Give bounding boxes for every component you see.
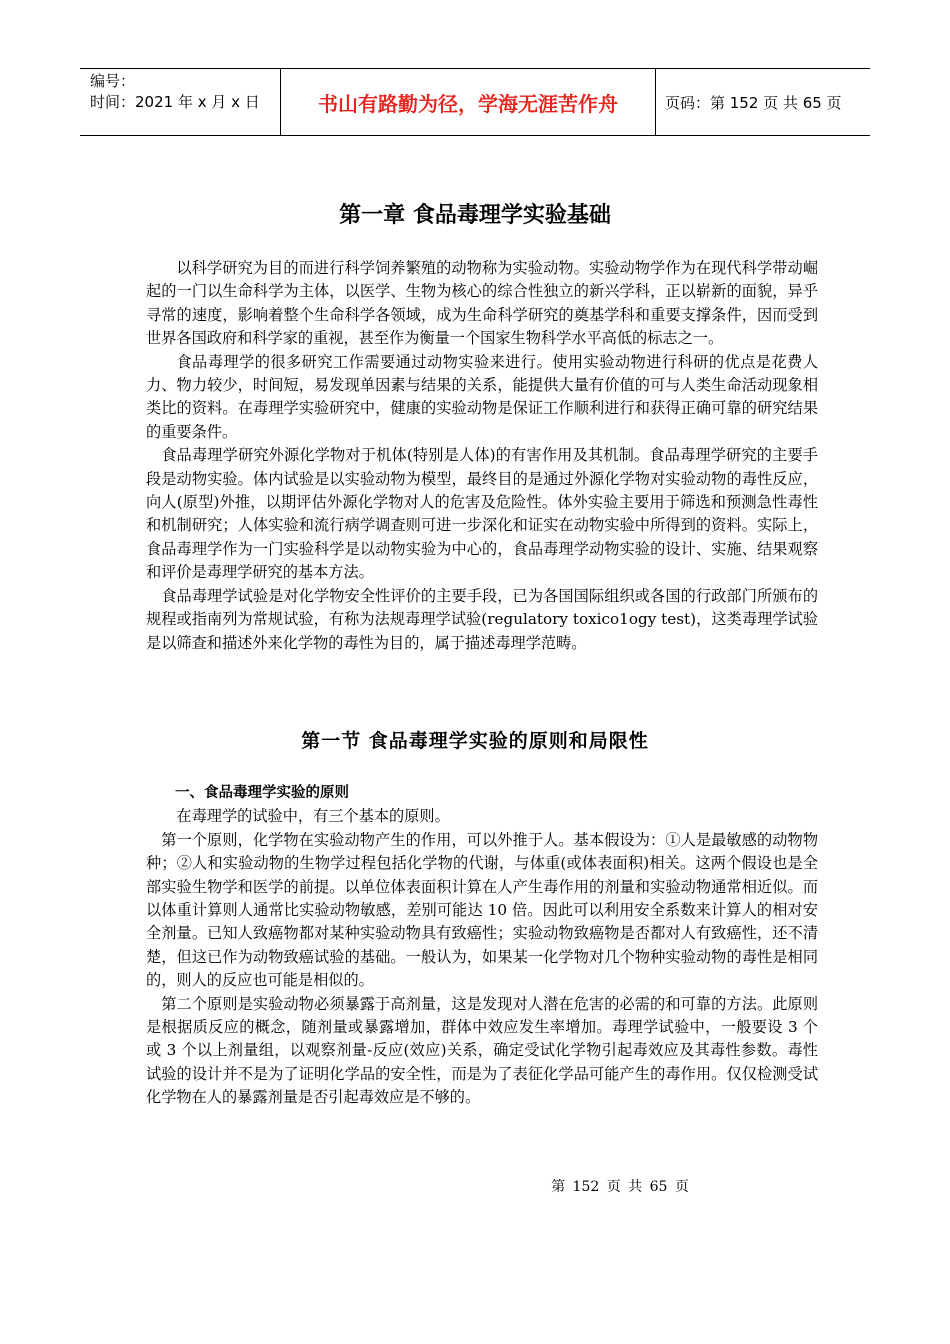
paragraph: 食品毒理学的很多研究工作需要通过动物实验来进行。使用实验动物进行科研的优点是花费人力、物力较少，时间短，易发现单因素与结果的关系，能提供大量有价值的可与人类生命活动现象相类比的资料。在毒理学实验研究中，健康的实验动物是保证工作顺利进行和获得正确可靠的研究结果的重要条件。 — [146, 352, 818, 441]
header-page-info: 页码：第 152 页 共 65 页 — [665, 93, 842, 112]
code-label: 编号： — [90, 72, 136, 90]
page-header — [80, 68, 870, 136]
subsection-title: 一、食品毒理学实验的原则 — [175, 785, 349, 801]
paragraph: 以科学研究为目的而进行科学饲养繁殖的动物称为实验动物。实验动物学作为在现代科学带动崛起的一门以生命科学为主体，以医学、生物为核心的综合性独立的新兴学科，正以崭新的面貌，异乎寻常的速度，影响着整个生命科学各领域，成为生命科学研究的奠基学科和重要支撑条件，因而受到世界各国政府和科学家的重视，甚至作为衡量一个国家生物科学水平高低的标志之一。 — [146, 259, 818, 348]
intro-section — [146, 257, 818, 655]
paragraph: 第一个原则，化学物在实验动物产生的作用，可以外推于人。基本假设为：①人是最敏感的动物物种；②人和实验动物的生物学过程包括化学物的代谢，与体重(或体表面积)相关。这两个假设也是全部实验生物学和医学的前提。以单位体表面积计算在人产生毒作用的剂量和实验动物通常相近似。而以体重计算则人通常比实验动物敏感，差别可能达 10 倍。因此可以利用安全系数来计算人的相对安全剂量。已知人致癌物都对某种实验动物具有致癌性；实验动物致癌物是否都对人有致癌性，还不清楚，但这已作为动物致癌试验的基础。一般认为，如果某一化学物对几个物种实验动物的毒性是相同的，则人的反应也可能是相似的。 — [146, 830, 818, 990]
paragraph: 食品毒理学研究外源化学物对于机体(特别是人体)的有害作用及其机制。食品毒理学研究的主要手段是动物实验。体内试验是以实验动物为模型，最终目的是通过外源化学物对实验动物的毒性反应，向人(原型)外推，以期评估外源化学物对人的危害及危险性。体外实验主要用于筛选和预测急性毒性和机制研究；人体实验和流行病学调查则可进一步深化和证实在动物实验中所得到的资料。实际上，食品毒理学作为一门实验科学是以动物实验为中心的，食品毒理学动物实验的设计、实施、结果观察和评价是毒理学研究的基本方法。 — [146, 446, 818, 582]
page-footer: 第 152 页 共 65 页 — [551, 1179, 689, 1195]
header-meta — [90, 71, 270, 113]
paragraph: 食品毒理学试验是对化学物安全性评价的主要手段，已为各国国际组织或各国的行政部门所颁布的规程或指南列为常规试验，有称为法规毒理学试验(regulatory toxico1ogy test)，这类毒理学试验是以筛查和描述外来化学物的毒性为目的，属于描述毒理学范畴。 — [146, 586, 818, 652]
header-divider — [655, 69, 656, 135]
date-label: 时间：2021 年 x 月 x 日 — [90, 93, 260, 111]
section-title: 第一节 食品毒理学实验的原则和局限性 — [301, 730, 649, 752]
principles-section — [146, 782, 818, 1110]
chapter-title: 第一章 食品毒理学实验基础 — [339, 203, 611, 228]
paragraph: 第二个原则是实验动物必须暴露于高剂量，这是发现对人潜在危害的必需的和可靠的方法。此原则是根据质反应的概念，随剂量或暴露增加，群体中效应发生率增加。毒理学试验中，一般要设 3 个或 3 个以上剂量组，以观察剂量-反应(效应)关系，确定受试化学物引起毒效应及其毒性参数。毒性试验的设计并不是为了证明化学品的安全性，而是为了表征化学品可能产生的毒作用。仅仅检测受试化学物在人的暴露剂量是否引起毒效应是不够的。 — [146, 994, 818, 1107]
header-motto: 书山有路勤为径，学海无涯苦作舟 — [318, 91, 618, 116]
paragraph: 在毒理学的试验中，有三个基本的原则。 — [176, 807, 450, 826]
